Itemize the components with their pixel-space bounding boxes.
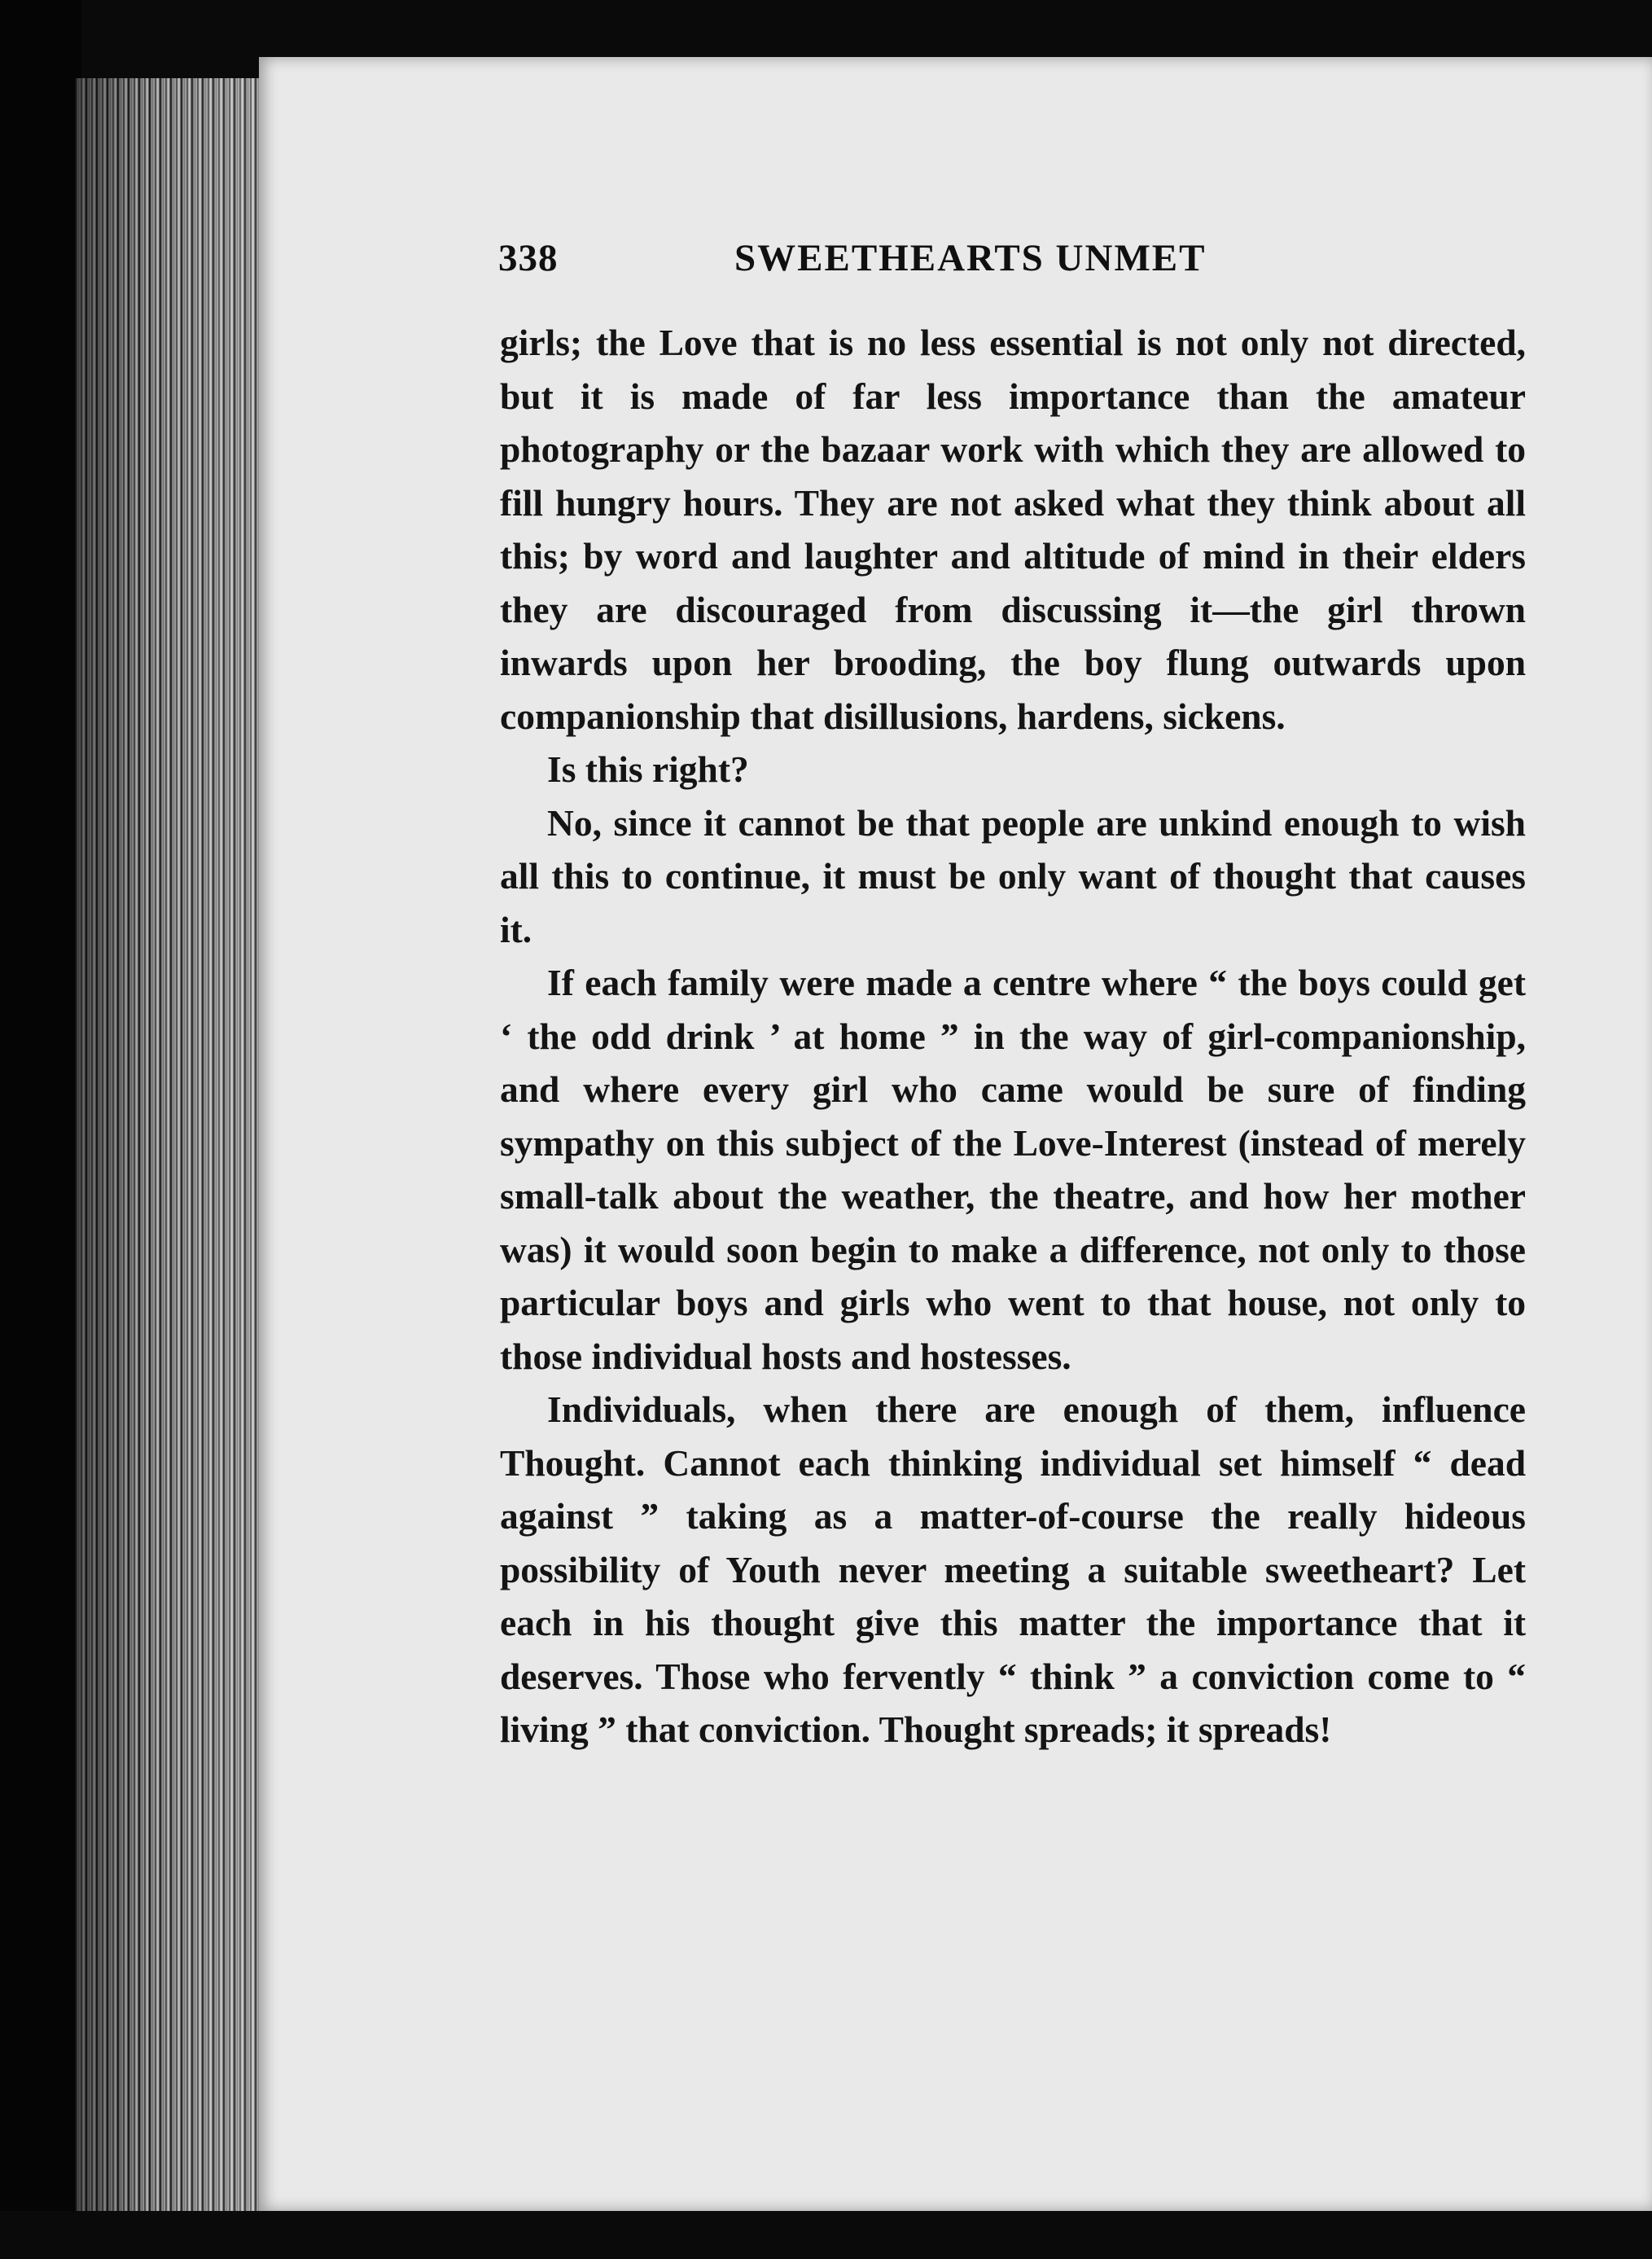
paragraph: Is this right?	[547, 748, 749, 790]
page-number: 338	[498, 237, 559, 279]
page-edges	[75, 78, 264, 2212]
binding-shadow	[0, 0, 81, 2259]
body-text	[500, 316, 1526, 1757]
paragraph: No, since it cannot be that people are unkind enough to wish all this to continue, it must be only want of thought that causes it.	[500, 801, 1526, 950]
paragraph: girls; the Love that is no less essential is not only not directed, but it is made of far less importance than the amateur photography or the bazaar work with which they are allowed to fill hungry hours. They are not asked what they think about all this; by word and laughter and altitude of mind in their elders they are discouraged from discussing it—the girl thrown inwards upon her brooding, the boy flung outwards upon companionship that disillusions, hardens, sickens.	[500, 322, 1526, 737]
page-header	[498, 236, 1312, 293]
scan-bottom-edge	[0, 2211, 1652, 2259]
running-title: SWEETHEARTS UNMET	[734, 237, 1207, 279]
paragraph: Individuals, when there are enough of them, influence Thought. Cannot each thinking individual set himself “ dead against ” taking as a matter-of-course the really hideous possibility of Youth never meeting a suitable sweetheart? Let each in his thought give this matter the importance that it deserves. Those who fervently “ think ” a conviction come to “ living ” that conviction. Thought spreads; it spreads!	[500, 1388, 1526, 1750]
paragraph: If each family were made a centre where “ the boys could get ‘ the odd drink ’ at home ” in the way of girl-companionship, and where every girl who came would be sure of finding sympathy on this subject of the Love-Interest (instead of merely small-talk about the weather, the theatre, and how her mother was) it would soon begin to make a difference, not only to those particular boys and girls who went to that house, not only to those individual hosts and hostesses.	[500, 962, 1526, 1377]
